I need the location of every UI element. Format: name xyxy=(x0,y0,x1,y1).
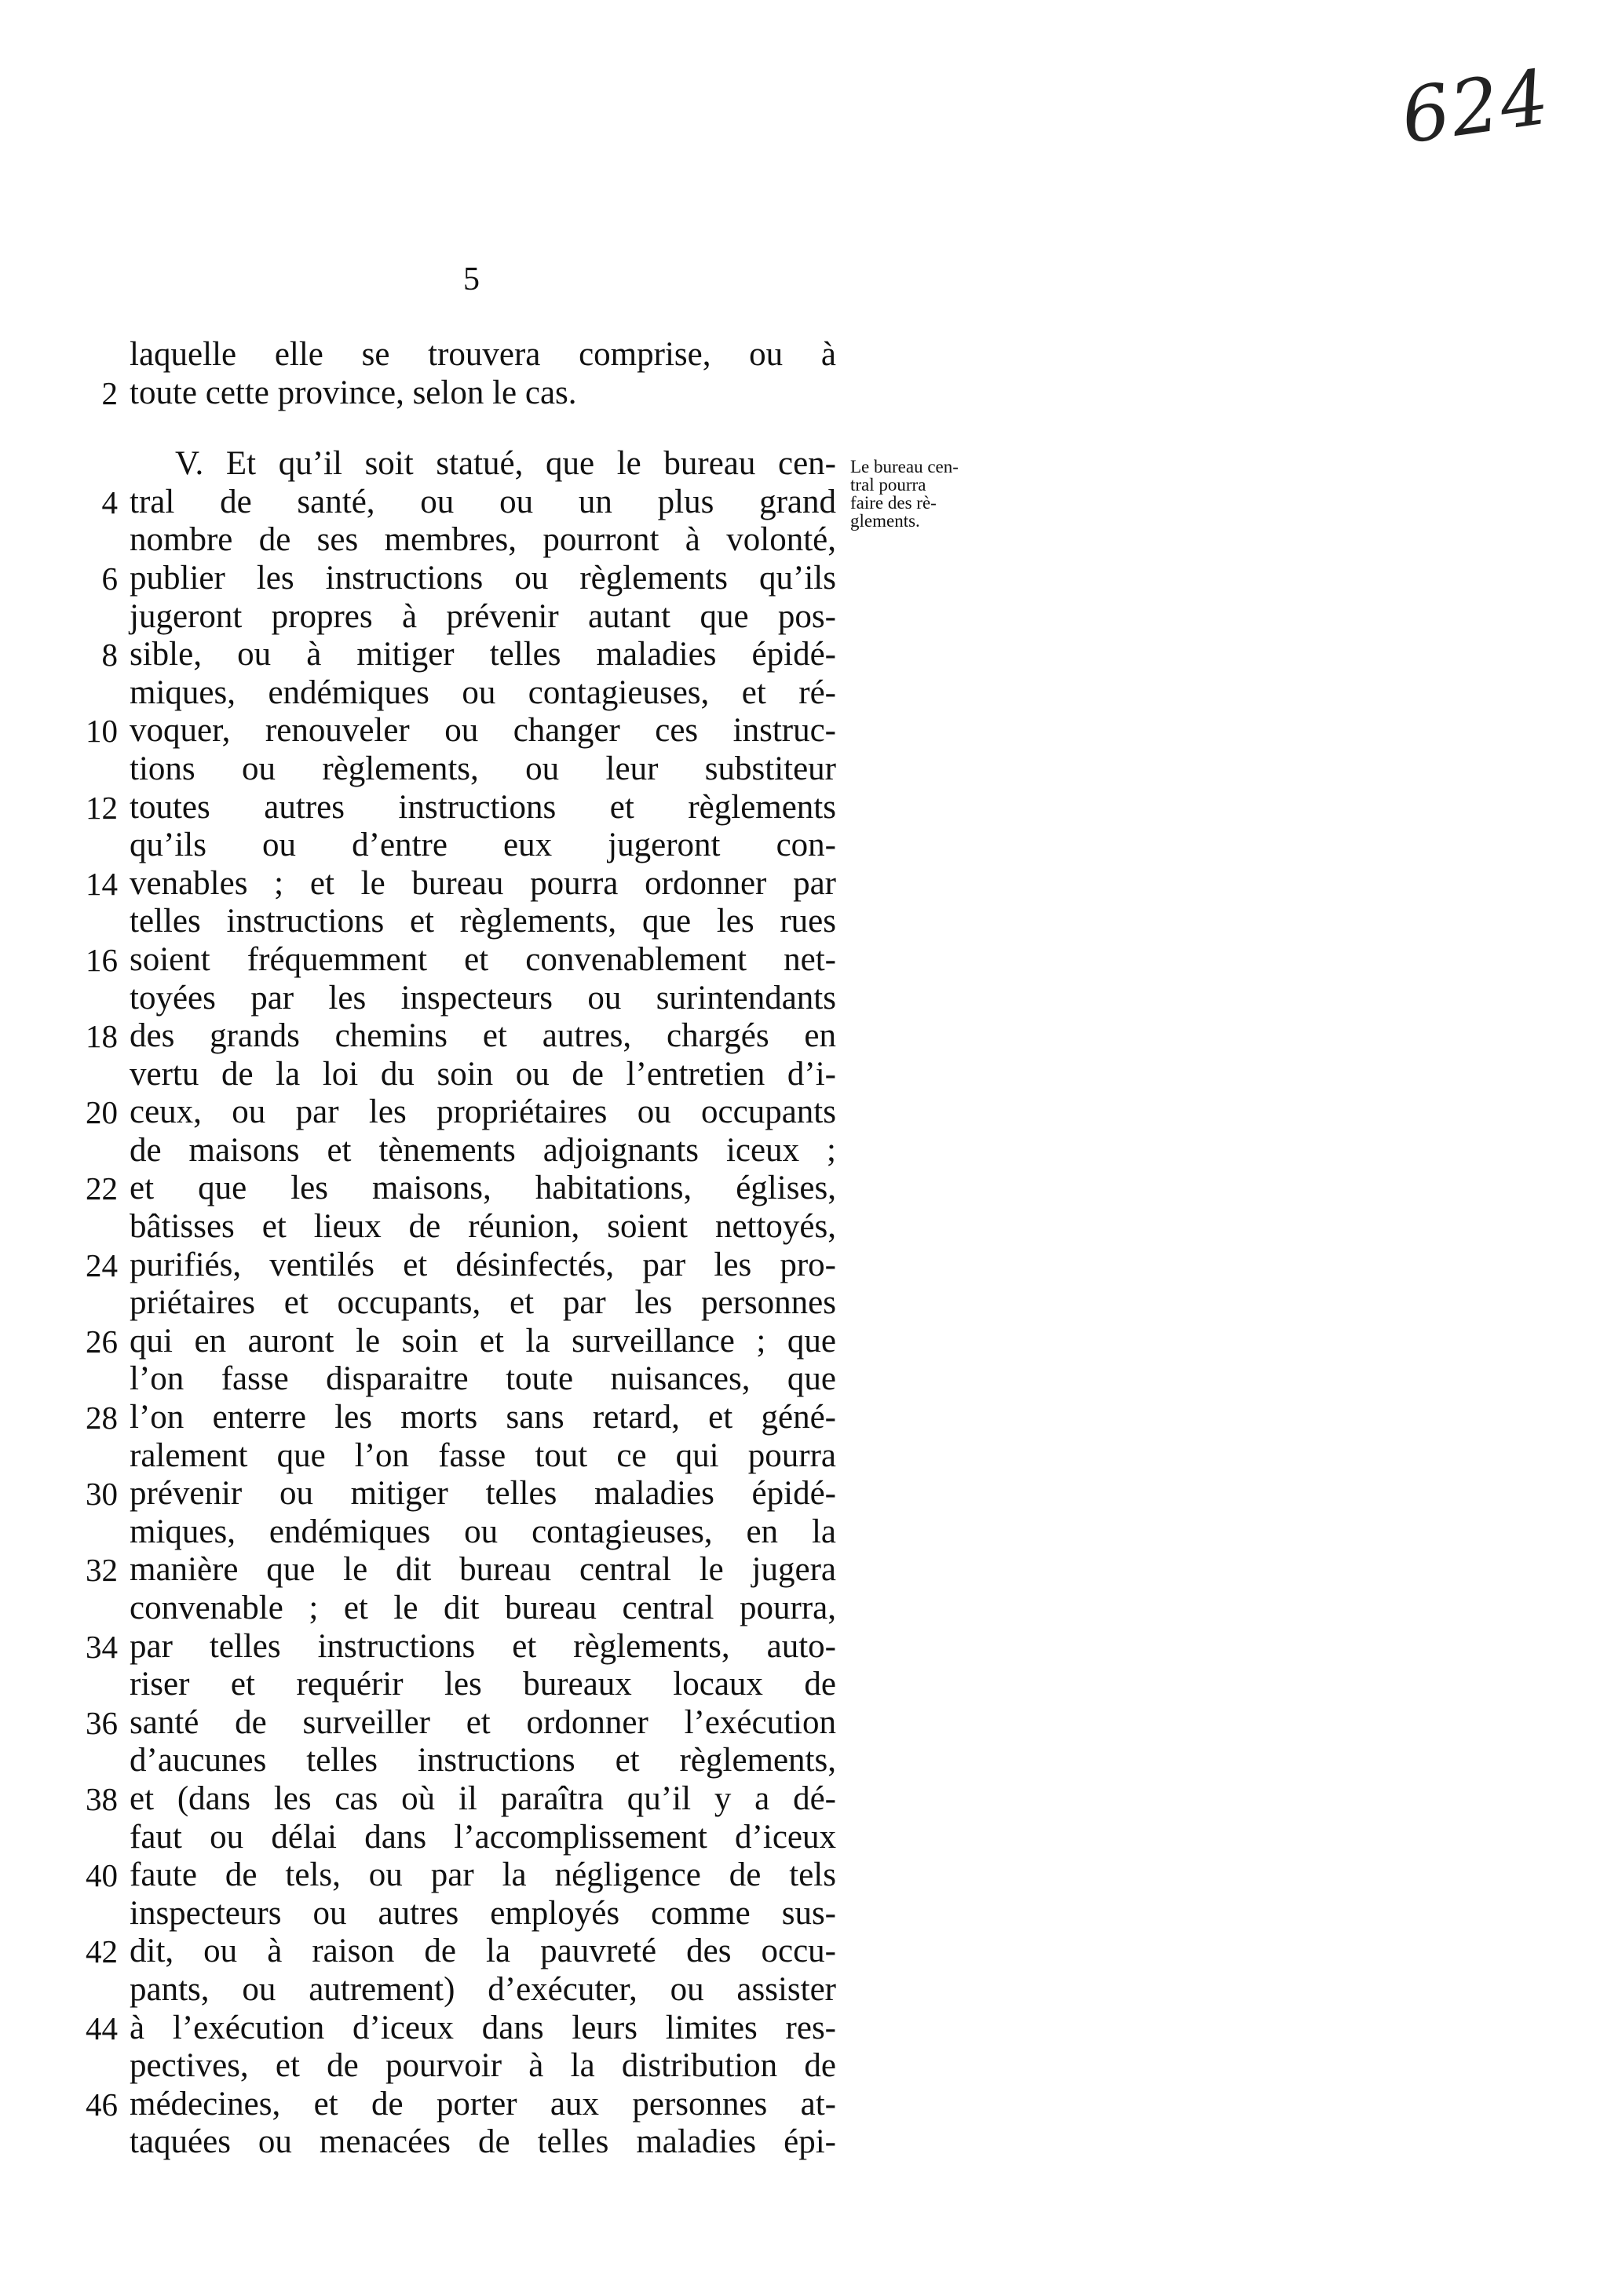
line-number: 18 xyxy=(86,1018,118,1055)
text-line xyxy=(130,1895,836,1933)
text-line xyxy=(86,712,836,750)
line-text: convenable ; et le dit bureau central pourra, xyxy=(130,1590,836,1626)
text-line xyxy=(130,1208,836,1247)
line-text: d’aucunes telles instructions et règlements, xyxy=(130,1742,836,1779)
text-line xyxy=(86,1246,836,1285)
text-line xyxy=(130,598,836,637)
margin-note-line: faire des rè- xyxy=(850,493,937,513)
line-text: par telles instructions et règlements, auto- xyxy=(130,1627,836,1665)
line-number: 40 xyxy=(86,1857,118,1894)
line-text: manière que le dit bureau central le jugera xyxy=(130,1551,836,1589)
text-line xyxy=(86,1475,836,1513)
line-number: 42 xyxy=(86,1933,118,1970)
text-line xyxy=(86,2009,836,2048)
line-number: 22 xyxy=(86,1170,118,1207)
line-text: pectives, et de pourvoir à la distribution de xyxy=(130,2047,836,2085)
line-text: sible, ou à mitiger telles maladies épidé- xyxy=(130,636,836,673)
line-text: purifiés, ventilés et désinfectés, par les pro- xyxy=(130,1246,836,1283)
text-line xyxy=(86,940,836,980)
line-number: 24 xyxy=(86,1247,118,1283)
text-line xyxy=(130,1742,836,1780)
line-number: 14 xyxy=(86,865,118,902)
text-line xyxy=(86,1703,836,1743)
line-text: toutes autres instructions et règlements xyxy=(130,788,836,826)
text-line xyxy=(86,1779,836,1819)
line-text: vertu de la loi du soin ou de l’entretien d’i- xyxy=(130,1055,836,1093)
text-line xyxy=(130,1284,836,1323)
line-text: telles instructions et règlements, que les rues xyxy=(130,903,836,940)
line-text: médecines, et de porter aux personnes at- xyxy=(130,2085,836,2123)
line-text: venables ; et le bureau pourra ordonner par xyxy=(130,864,836,902)
text-line xyxy=(101,559,836,598)
text-line xyxy=(130,1666,836,1704)
line-text: prévenir ou mitiger telles maladies épidé- xyxy=(130,1475,836,1513)
line-text: nombre de ses membres, pourront à volonté, xyxy=(130,521,836,559)
line-number: 46 xyxy=(86,2086,118,2123)
text-line xyxy=(130,827,836,865)
line-text: voquer, renouveler ou changer ces instruc- xyxy=(130,712,836,750)
line-text: et que les maisons, habitations, églises, xyxy=(130,1170,836,1207)
line-text: dit, ou à raison de la pauvreté des occu- xyxy=(130,1933,836,1970)
text-line xyxy=(130,903,836,941)
text-line xyxy=(130,1132,836,1170)
line-text: de maisons et tènements adjoignants iceux ; xyxy=(130,1131,836,1169)
line-text: ceux, ou par les propriétaires ou occupants xyxy=(130,1093,836,1131)
line-number: 6 xyxy=(101,560,118,597)
text-line xyxy=(130,521,836,560)
line-text: ralement que l’on fasse tout ce qui pourra xyxy=(130,1436,836,1474)
text-line xyxy=(101,483,836,522)
line-text: priétaires et occupants, et par les personnes xyxy=(130,1284,836,1322)
text-line xyxy=(130,1971,836,2009)
line-text: soient fréquemment et convenablement net- xyxy=(130,940,836,978)
line-text: pants, ou autrement) d’exécuter, ou assister xyxy=(130,1970,836,2008)
line-text: toute cette province, selon le cas. xyxy=(130,374,577,411)
line-text: laquelle elle se trouvera comprise, ou à xyxy=(130,336,836,373)
text-line xyxy=(130,1819,836,1857)
body-text xyxy=(86,336,836,2162)
line-number: 30 xyxy=(86,1476,118,1513)
line-text: miques, endémiques ou contagieuses, et ré- xyxy=(130,673,836,711)
line-number: 28 xyxy=(86,1400,118,1436)
line-text: tral de santé, ou ou un plus grand xyxy=(130,483,836,520)
line-number: 8 xyxy=(101,637,118,673)
line-text: miques, endémiques ou contagieuses, en la xyxy=(130,1513,836,1550)
line-text: taquées ou menacées de telles maladies épi- xyxy=(130,2123,836,2161)
page-number: 5 xyxy=(463,261,480,297)
line-number: 26 xyxy=(86,1323,118,1360)
line-number: 34 xyxy=(86,1628,118,1665)
text-line xyxy=(86,1017,836,1056)
text-line xyxy=(86,1399,836,1437)
text-line xyxy=(130,1590,836,1628)
text-line xyxy=(130,2123,836,2162)
text-line xyxy=(130,1513,836,1552)
text-line xyxy=(86,1322,836,1361)
line-number: 38 xyxy=(86,1780,118,1817)
text-line xyxy=(130,750,836,789)
margin-note-line: glements. xyxy=(850,511,920,531)
text-line xyxy=(130,336,836,374)
line-text: l’on enterre les morts sans retard, et géné- xyxy=(130,1399,836,1436)
line-number: 36 xyxy=(86,1704,118,1741)
line-text: tions ou règlements, ou leur substiteur xyxy=(130,750,836,787)
line-number: 12 xyxy=(86,789,118,826)
text-line xyxy=(130,1056,836,1094)
line-text: inspecteurs ou autres employés comme sus- xyxy=(130,1894,836,1932)
line-text: bâtisses et lieux de réunion, soient nettoyés, xyxy=(130,1208,836,1246)
line-text: qu’ils ou d’entre eux jugeront con- xyxy=(130,827,836,864)
text-line xyxy=(130,2047,836,2086)
line-text: l’on fasse disparaitre toute nuisances, que xyxy=(130,1360,836,1398)
text-line xyxy=(86,1933,836,1971)
line-number: 2 xyxy=(101,374,118,411)
text-line xyxy=(130,1360,836,1399)
line-number: 44 xyxy=(86,2009,118,2046)
line-number: 32 xyxy=(86,1552,118,1589)
line-text: qui en auront le soin et la surveillance ; que xyxy=(130,1322,836,1360)
line-text: publier les instructions ou règlements qu’ils xyxy=(130,559,836,597)
margin-note-line: tral pourra xyxy=(850,475,926,495)
line-text: faute de tels, ou par la négligence de tels xyxy=(130,1856,836,1894)
text-line xyxy=(101,374,836,413)
paragraph-continuation xyxy=(101,336,836,412)
line-text: santé de surveiller et ordonner l’exécution xyxy=(130,1703,836,1741)
text-line xyxy=(130,980,836,1018)
line-text: jugeront propres à prévenir autant que pos- xyxy=(130,597,836,635)
line-text: à l’exécution d’iceux dans leurs limites res- xyxy=(130,2009,836,2046)
margin-note-line: Le bureau cen- xyxy=(850,457,959,476)
line-number: 16 xyxy=(86,941,118,978)
line-text: des grands chemins et autres, chargés en xyxy=(130,1017,836,1055)
text-line xyxy=(86,1627,836,1666)
line-number: 4 xyxy=(101,484,118,520)
line-text: et (dans les cas où il paraîtra qu’il y a dé- xyxy=(130,1779,836,1817)
line-text: V. Et qu’il soit statué, que le bureau cen- xyxy=(175,445,836,483)
line-text: faut ou délai dans l’accomplissement d’iceux xyxy=(130,1818,836,1856)
line-text: riser et requérir les bureaux locaux de xyxy=(130,1666,836,1703)
text-line xyxy=(86,1093,836,1132)
text-line xyxy=(130,674,836,713)
text-line xyxy=(86,1170,836,1208)
handwritten-folio-number: 624 xyxy=(1396,53,1556,161)
text-line xyxy=(101,636,836,674)
line-number: 20 xyxy=(86,1094,118,1131)
line-number: 10 xyxy=(86,713,118,750)
text-line xyxy=(86,1856,836,1895)
margin-note xyxy=(850,458,1023,530)
text-line xyxy=(86,2085,836,2124)
line-text: toyées par les inspecteurs ou surintendants xyxy=(130,979,836,1017)
text-line xyxy=(86,864,836,903)
text-line xyxy=(130,445,836,484)
text-line xyxy=(86,788,836,827)
text-line xyxy=(86,1551,836,1590)
text-line xyxy=(130,1437,836,1476)
paragraph-section-v xyxy=(86,445,836,2162)
